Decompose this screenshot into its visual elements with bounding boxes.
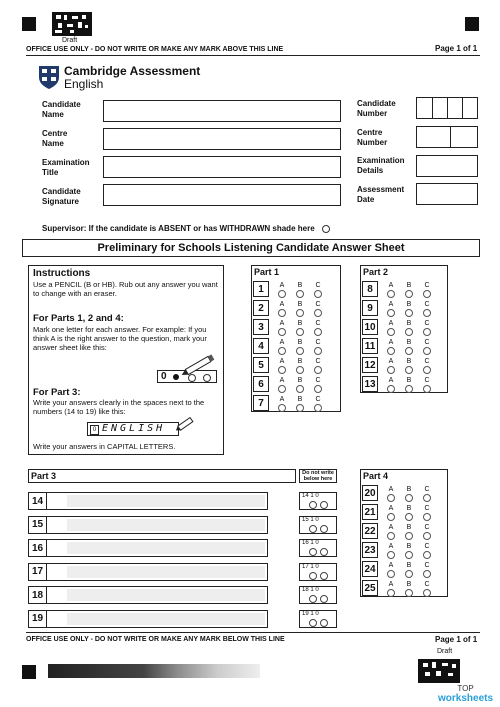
exam-details-label: Examination Details — [357, 156, 405, 175]
part2-q11-option-C[interactable]: C — [421, 339, 433, 355]
instructions-p3: Write your answers clearly in the spaces next to the numbers (14 to 19) like this: — [33, 398, 205, 416]
centre-name-field[interactable] — [103, 128, 341, 150]
logo-line2: English — [64, 77, 104, 91]
example-mark-number: 0 — [161, 371, 167, 382]
part1-question-4: 4 — [253, 338, 269, 354]
draft-label-bottom: Draft — [437, 648, 453, 655]
part4-title: Part 4 — [363, 471, 389, 481]
candidate-number-label: Candidate Number — [357, 99, 396, 118]
part4-q25-option-A[interactable]: A — [385, 581, 397, 597]
centre-name-label: Centre Name — [42, 129, 68, 148]
part1-question-7: 7 — [253, 395, 269, 411]
part1-q7-option-B[interactable]: B — [294, 396, 306, 412]
part3-answer-field-19[interactable] — [28, 610, 268, 628]
sheet-title: Preliminary for Schools Listening Candidate Answer Sheet — [97, 242, 405, 254]
part4-q25-option-C[interactable]: C — [421, 581, 433, 597]
crest-icon — [38, 65, 60, 89]
part3-marker-box-15: 15 1 0 — [299, 516, 337, 534]
instructions-p1: Use a PENCIL (B or HB). Rub out any answer you want to change with an eraser. — [33, 280, 218, 298]
assessment-date-field[interactable] — [416, 183, 478, 205]
do-not-write-label: Do not write below here — [299, 469, 337, 483]
instructions-p2: Mark one letter for each answer. For example: If you think A is the right answer to the question, mark your answer sheet like this: — [33, 325, 207, 352]
barcode-bottom — [418, 659, 460, 683]
part4-q20-option-A[interactable]: A — [385, 486, 397, 502]
part1-q7-option-C[interactable]: C — [312, 396, 324, 412]
part2-q13-option-C[interactable]: C — [421, 377, 433, 393]
top-divider — [26, 55, 480, 56]
part2-q10-option-A[interactable]: A — [385, 320, 397, 336]
part4-q24-option-A[interactable]: A — [385, 562, 397, 578]
part2-q12-option-B[interactable]: B — [403, 358, 415, 374]
part4-question-25: 25 — [362, 580, 378, 596]
part1-question-1: 1 — [253, 281, 269, 297]
part3-panel — [28, 469, 296, 483]
part1-q2-option-B[interactable]: B — [294, 301, 306, 317]
page-number-top: Page 1 of 1 — [435, 44, 478, 53]
page-number-bottom: Page 1 of 1 — [435, 635, 478, 644]
part4-q22-option-A[interactable]: A — [385, 524, 397, 540]
part2-question-13: 13 — [362, 376, 378, 392]
centre-number-label: Centre Number — [357, 128, 388, 147]
part3-marker-box-17: 17 1 0 — [299, 563, 337, 581]
part2-q12-option-C[interactable]: C — [421, 358, 433, 374]
part2-title: Part 2 — [363, 267, 389, 277]
part3-marker-box-19: 19 1 0 — [299, 610, 337, 628]
registration-mark-top-left — [22, 17, 36, 31]
part1-q5-option-B[interactable]: B — [294, 358, 306, 374]
candidate-number-field[interactable] — [416, 97, 478, 119]
part1-q1-option-B[interactable]: B — [294, 282, 306, 298]
absent-shade-circle[interactable] — [322, 225, 330, 233]
part1-q4-option-B[interactable]: B — [294, 339, 306, 355]
assessment-date-label: Assessment Date — [357, 185, 405, 204]
part4-q24-option-C[interactable]: C — [421, 562, 433, 578]
part4-q20-option-C[interactable]: C — [421, 486, 433, 502]
part2-q9-option-C[interactable]: C — [421, 301, 433, 317]
centre-number-field[interactable] — [416, 126, 478, 148]
part1-q6-option-C[interactable]: C — [312, 377, 324, 393]
part3-answer-field-18[interactable] — [28, 586, 268, 604]
pencil-icon — [179, 354, 219, 376]
part3-question-16: 16 — [28, 539, 47, 557]
part2-q10-option-B[interactable]: B — [403, 320, 415, 336]
watermark-bottom: worksheets — [438, 693, 494, 704]
part1-question-6: 6 — [253, 376, 269, 392]
timing-strip — [48, 664, 260, 678]
part1-q4-option-C[interactable]: C — [312, 339, 324, 355]
watermark — [438, 684, 493, 704]
part1-q1-option-C[interactable]: C — [312, 282, 324, 298]
part2-q13-option-A[interactable]: A — [385, 377, 397, 393]
part4-question-23: 23 — [362, 542, 378, 558]
part1-q7-option-A[interactable]: A — [276, 396, 288, 412]
part4-q21-option-A[interactable]: A — [385, 505, 397, 521]
part3-title: Part 3 — [31, 471, 57, 481]
candidate-name-field[interactable] — [103, 100, 341, 122]
supervisor-note: Supervisor: If the candidate is ABSENT or has WITHDRAWN shade here — [42, 224, 330, 233]
part4-q22-option-B[interactable]: B — [403, 524, 415, 540]
example-word-box — [87, 422, 179, 436]
part3-answer-field-14[interactable] — [28, 492, 268, 510]
part3-answer-field-15[interactable] — [28, 516, 268, 534]
part2-question-8: 8 — [362, 281, 378, 297]
part4-question-21: 21 — [362, 504, 378, 520]
candidate-signature-field[interactable] — [103, 184, 341, 206]
exam-title-label: Examination Title — [42, 158, 90, 177]
part1-q6-option-B[interactable]: B — [294, 377, 306, 393]
pencil-icon-2 — [175, 416, 197, 432]
part2-q11-option-B[interactable]: B — [403, 339, 415, 355]
barcode-top — [52, 12, 92, 36]
part4-q23-option-B[interactable]: B — [403, 543, 415, 559]
draft-label-top: Draft — [62, 37, 78, 44]
part4-q20-option-B[interactable]: B — [403, 486, 415, 502]
instructions-p4: Write your answers in CAPITAL LETTERS. — [33, 442, 176, 451]
part1-q3-option-A[interactable]: A — [276, 320, 288, 336]
part3-answer-field-16[interactable] — [28, 539, 268, 557]
part2-q13-option-B[interactable]: B — [403, 377, 415, 393]
part4-q23-option-C[interactable]: C — [421, 543, 433, 559]
registration-mark-bottom-left — [22, 665, 36, 679]
part4-q21-option-C[interactable]: C — [421, 505, 433, 521]
exam-title-field[interactable] — [103, 156, 341, 178]
part1-q3-option-B[interactable]: B — [294, 320, 306, 336]
part4-q25-option-B[interactable]: B — [403, 581, 415, 597]
part4-question-22: 22 — [362, 523, 378, 539]
part4-question-24: 24 — [362, 561, 378, 577]
candidate-signature-label: Candidate Signature — [42, 187, 81, 206]
part1-q3-option-C[interactable]: C — [312, 320, 324, 336]
part3-marker-box-14: 14 1 0 — [299, 492, 337, 510]
instructions-panel — [28, 265, 224, 455]
office-use-top: OFFICE USE ONLY - DO NOT WRITE OR MAKE ANY MARK ABOVE THIS LINE — [26, 46, 284, 53]
bottom-divider — [26, 632, 480, 633]
part2-q12-option-A[interactable]: A — [385, 358, 397, 374]
part1-q6-option-A[interactable]: A — [276, 377, 288, 393]
instructions-h2: For Parts 1, 2 and 4: — [33, 313, 124, 324]
part3-question-14: 14 — [28, 492, 47, 510]
part1-q5-option-C[interactable]: C — [312, 358, 324, 374]
example-word: ENGLISH — [102, 423, 166, 434]
cambridge-logo — [38, 64, 208, 92]
part2-question-9: 9 — [362, 300, 378, 316]
part2-q8-option-A[interactable]: A — [385, 282, 397, 298]
part2-q9-option-A[interactable]: A — [385, 301, 397, 317]
part2-q11-option-A[interactable]: A — [385, 339, 397, 355]
sheet-title-bar — [22, 239, 480, 257]
part1-question-3: 3 — [253, 319, 269, 335]
part3-question-15: 15 — [28, 516, 47, 534]
registration-mark-top-right — [465, 17, 479, 31]
part1-q5-option-A[interactable]: A — [276, 358, 288, 374]
part2-question-11: 11 — [362, 338, 378, 354]
part1-q2-option-A[interactable]: A — [276, 301, 288, 317]
part1-question-2: 2 — [253, 300, 269, 316]
part1-q4-option-A[interactable]: A — [276, 339, 288, 355]
part3-marker-box-18: 18 1 0 — [299, 586, 337, 604]
part3-question-18: 18 — [28, 586, 47, 604]
part1-question-5: 5 — [253, 357, 269, 373]
logo-line1: Cambridge Assessment — [64, 64, 201, 78]
office-use-bottom: OFFICE USE ONLY - DO NOT WRITE OR MAKE ANY MARK BELOW THIS LINE — [26, 636, 285, 643]
part4-q23-option-A[interactable]: A — [385, 543, 397, 559]
part2-q8-option-C[interactable]: C — [421, 282, 433, 298]
instructions-title: Instructions — [33, 268, 91, 279]
watermark-top: TOP — [457, 684, 474, 693]
part2-q8-option-B[interactable]: B — [403, 282, 415, 298]
part4-q24-option-B[interactable]: B — [403, 562, 415, 578]
part1-q2-option-C[interactable]: C — [312, 301, 324, 317]
part3-answer-field-17[interactable] — [28, 563, 268, 581]
example-word-number: 0 — [90, 425, 99, 435]
part4-q21-option-B[interactable]: B — [403, 505, 415, 521]
part3-question-17: 17 — [28, 563, 47, 581]
part2-q10-option-C[interactable]: C — [421, 320, 433, 336]
part2-q9-option-B[interactable]: B — [403, 301, 415, 317]
part2-question-12: 12 — [362, 357, 378, 373]
part1-q1-option-A[interactable]: A — [276, 282, 288, 298]
part4-q22-option-C[interactable]: C — [421, 524, 433, 540]
instructions-h3: For Part 3: — [33, 387, 81, 398]
part1-title: Part 1 — [254, 267, 280, 277]
candidate-name-label: Candidate Name — [42, 100, 81, 119]
part3-marker-box-16: 16 1 0 — [299, 539, 337, 557]
exam-details-field[interactable] — [416, 155, 478, 177]
part3-question-19: 19 — [28, 610, 47, 628]
part4-question-20: 20 — [362, 485, 378, 501]
part2-question-10: 10 — [362, 319, 378, 335]
